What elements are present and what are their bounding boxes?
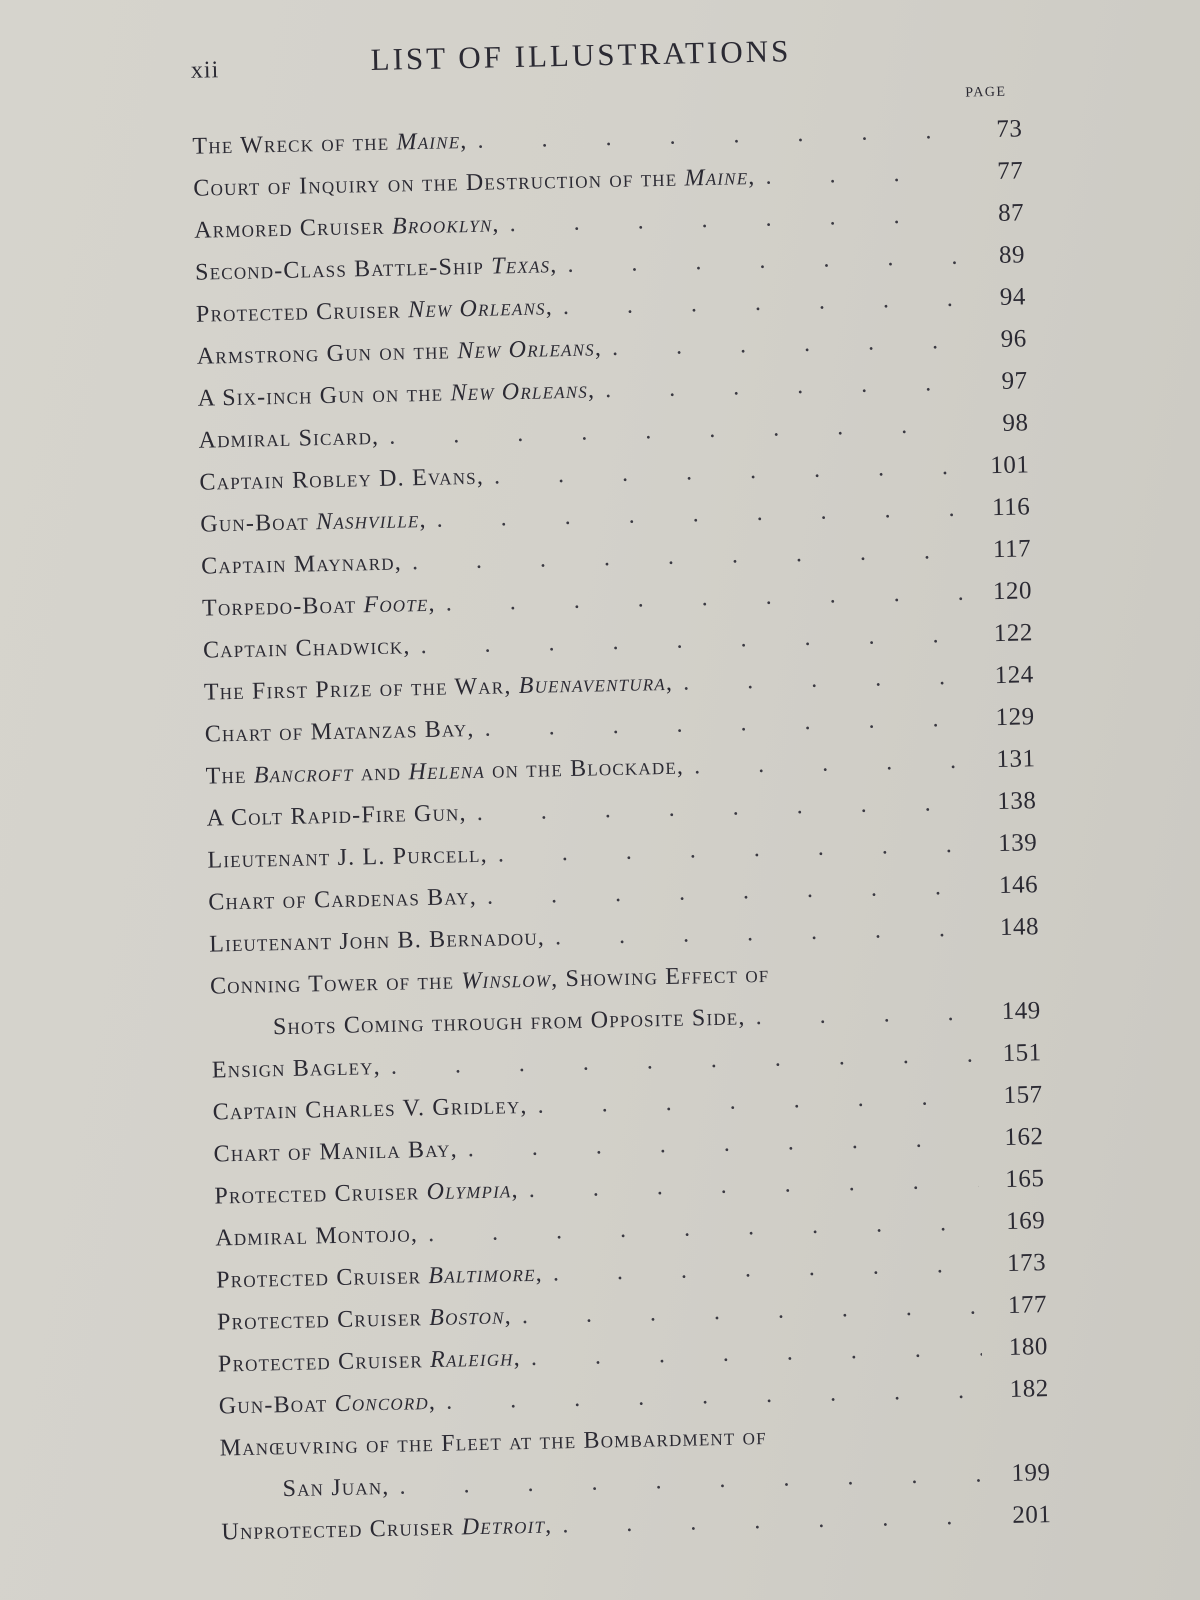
title-text: , <box>511 1177 519 1204</box>
entry-page-number: 89 <box>998 241 1026 269</box>
title-text: , <box>459 128 468 155</box>
title-text: , <box>492 211 500 238</box>
ship-name: Winslow <box>461 966 552 995</box>
title-text: Chart of Matanzas Bay, <box>204 715 475 748</box>
entry-page-number: 116 <box>991 493 1031 522</box>
entry-title <box>198 416 379 462</box>
title-text: Admiral Sicard, <box>198 423 380 454</box>
dot-leader <box>683 656 969 704</box>
title-text: Torpedo-Boat <box>201 592 364 622</box>
title-text: Admiral Montojo, <box>215 1221 419 1252</box>
entry-page-number: 199 <box>1011 1459 1051 1487</box>
title-text: and <box>353 759 409 787</box>
ship-name: New Orleans <box>457 335 596 365</box>
page-number: xii <box>190 57 220 84</box>
entry-title <box>208 876 478 924</box>
dot-leader <box>562 1495 986 1546</box>
entry-title <box>203 625 411 671</box>
title-text: Protected Cruiser <box>214 1179 427 1210</box>
entry-title <box>215 1213 419 1259</box>
entry-page-number: 97 <box>1001 367 1028 395</box>
entry-title <box>217 1295 513 1343</box>
title-text: Protected Cruiser <box>195 297 409 328</box>
entry-title <box>202 583 436 630</box>
page-sheet <box>180 9 1081 1546</box>
title-text: Captain Maynard, <box>201 549 403 580</box>
entry-title <box>196 286 554 335</box>
entry-page-number: 162 <box>1004 1123 1044 1151</box>
ship-name: Concord <box>334 1389 430 1418</box>
entry-title <box>211 1046 381 1092</box>
entry-title <box>201 541 403 587</box>
entry-page-number: 94 <box>999 283 1027 311</box>
ship-name: Baltimore <box>428 1260 536 1290</box>
page-title: LIST OF ILLUSTRATIONS <box>370 33 792 78</box>
ship-name: Nashville <box>315 507 420 536</box>
title-text: Court of Inquiry on the Destruction of the <box>193 165 685 202</box>
ship-name: Maine <box>396 128 461 156</box>
title-text: Armstrong Gun on the <box>196 338 458 370</box>
entry-page-number: 129 <box>995 703 1035 732</box>
entry-page-number: 96 <box>1000 325 1027 353</box>
title-text: Armored Cruiser <box>193 213 393 244</box>
entry-page-number: 165 <box>1005 1165 1045 1193</box>
dot-leader <box>605 362 962 411</box>
entry-page-number: 87 <box>997 199 1025 227</box>
entry-title <box>194 203 500 251</box>
title-text: Gun-Boat <box>218 1391 335 1420</box>
ship-name: Buenaventura <box>518 669 667 700</box>
illustration-list <box>192 108 1052 1553</box>
title-text: Captain Chadwick, <box>202 633 411 664</box>
title-text: Second-Class Battle-Ship <box>194 253 492 286</box>
ship-name: New Orleans <box>407 294 546 324</box>
entry-page-number: 149 <box>1001 997 1042 1026</box>
entry-page-number: 73 <box>996 115 1023 143</box>
page-header <box>180 9 1081 101</box>
title-text: A Six-inch Gun on the <box>197 380 451 412</box>
ship-name: Foote <box>363 590 429 619</box>
ship-name: Detroit <box>461 1512 546 1541</box>
entry-title <box>218 1381 436 1428</box>
entry-page-number: 182 <box>1009 1375 1049 1403</box>
title-text: Chart of Manila Bay, <box>213 1136 459 1168</box>
title-text: , <box>594 335 603 362</box>
dot-leader <box>765 152 958 198</box>
entry-title <box>206 792 467 839</box>
ship-name: Helena <box>408 757 486 786</box>
entry-page-number: 139 <box>997 829 1038 858</box>
entry-page-number: 180 <box>1008 1333 1049 1361</box>
ship-name: Brooklyn <box>391 211 493 240</box>
title-text: The First Prize of the War, <box>203 673 519 706</box>
entry-title <box>214 1169 519 1217</box>
entry-page-number: 120 <box>992 577 1033 606</box>
title-text: , <box>419 506 427 534</box>
entry-page-number: 101 <box>990 451 1030 480</box>
title-text: , <box>428 590 436 617</box>
entry-title: San Juan, <box>282 1473 390 1503</box>
ship-name: Texas <box>490 252 551 280</box>
entry-title <box>218 1337 522 1385</box>
title-text: The <box>205 762 255 790</box>
entry-page-number: 77 <box>996 157 1024 185</box>
entry-title <box>212 1085 528 1134</box>
title-text: , <box>544 1512 553 1539</box>
title-text: Unprotected Cruiser <box>221 1514 463 1546</box>
entry-title <box>213 1128 458 1175</box>
page-column-label: PAGE <box>965 84 1007 101</box>
title-text: Protected Cruiser <box>216 1305 430 1336</box>
entry-title <box>209 917 546 966</box>
title-text: on the Blockade, <box>484 753 685 784</box>
entry-page-number: 117 <box>992 535 1032 564</box>
dot-leader <box>612 320 962 369</box>
entry-title <box>221 1505 553 1554</box>
entry-page-number: 151 <box>1002 1039 1042 1067</box>
title-text: Manœuvring of the Fleet at the Bombardment of <box>219 1424 768 1462</box>
ship-name: Bancroft <box>253 760 354 789</box>
title-text: , <box>504 1303 513 1330</box>
title-text: , Showing Effect of <box>550 961 770 993</box>
entry-title <box>204 708 475 756</box>
ship-name: Boston <box>428 1303 505 1332</box>
entry-page-number: 122 <box>993 619 1034 648</box>
title-text: Lieutenant John B. Bernadou, <box>208 924 546 958</box>
entry-page-number: 177 <box>1007 1291 1048 1319</box>
title-text: The Wreck of the <box>192 129 397 160</box>
title-text: Captain Charles V. Gridley, <box>212 1092 528 1126</box>
entry-page-number: 131 <box>996 745 1036 774</box>
entry-page-number: 157 <box>1003 1081 1043 1109</box>
ship-name: Olympia <box>426 1177 512 1206</box>
title-text: , <box>747 163 756 191</box>
title-text: Protected Cruiser <box>217 1347 431 1378</box>
dot-leader <box>694 740 970 788</box>
title-text: , <box>545 294 554 321</box>
entry-page-number: 173 <box>1006 1249 1047 1277</box>
ship-name: Raleigh <box>429 1345 514 1374</box>
entry-page-number: 138 <box>997 787 1037 816</box>
entry-title <box>199 456 484 504</box>
ship-name: New Orleans <box>450 377 589 407</box>
entry-title <box>207 834 488 882</box>
entry-page-number: 124 <box>994 661 1035 690</box>
title-text: , <box>428 1388 437 1416</box>
title-text: , <box>665 669 674 696</box>
entry-title: Shots Coming through from Opposite Side, <box>272 1004 746 1041</box>
title-text: Lieutenant J. L. Purcell, <box>207 841 489 874</box>
title-text: Protected Cruiser <box>215 1263 429 1294</box>
title-text: , <box>587 377 596 404</box>
title-text: Gun-Boat <box>200 509 317 538</box>
entry-page-number: 148 <box>999 913 1040 942</box>
entry-page-number: 169 <box>1005 1207 1046 1235</box>
title-text: , <box>549 252 558 279</box>
entry-title <box>192 120 468 168</box>
entry-page-number: 98 <box>1002 409 1029 437</box>
entry-page-number: 201 <box>1012 1501 1052 1529</box>
title-text: A Colt Rapid-Fire Gun, <box>206 800 467 832</box>
title-text: Conning Tower of the <box>209 968 462 1000</box>
title-text: Captain Robley D. Evans, <box>199 463 485 496</box>
entry-page-number: 146 <box>998 871 1039 900</box>
ship-name: Maine <box>684 164 749 192</box>
entry-title <box>216 1253 543 1302</box>
title-text: , <box>513 1345 522 1372</box>
title-text: , <box>535 1260 544 1287</box>
title-text: Ensign Bagley, <box>211 1054 382 1084</box>
dot-leader <box>755 992 975 1039</box>
title-text: Chart of Cardenas Bay, <box>208 883 478 916</box>
entry-title <box>200 499 427 546</box>
